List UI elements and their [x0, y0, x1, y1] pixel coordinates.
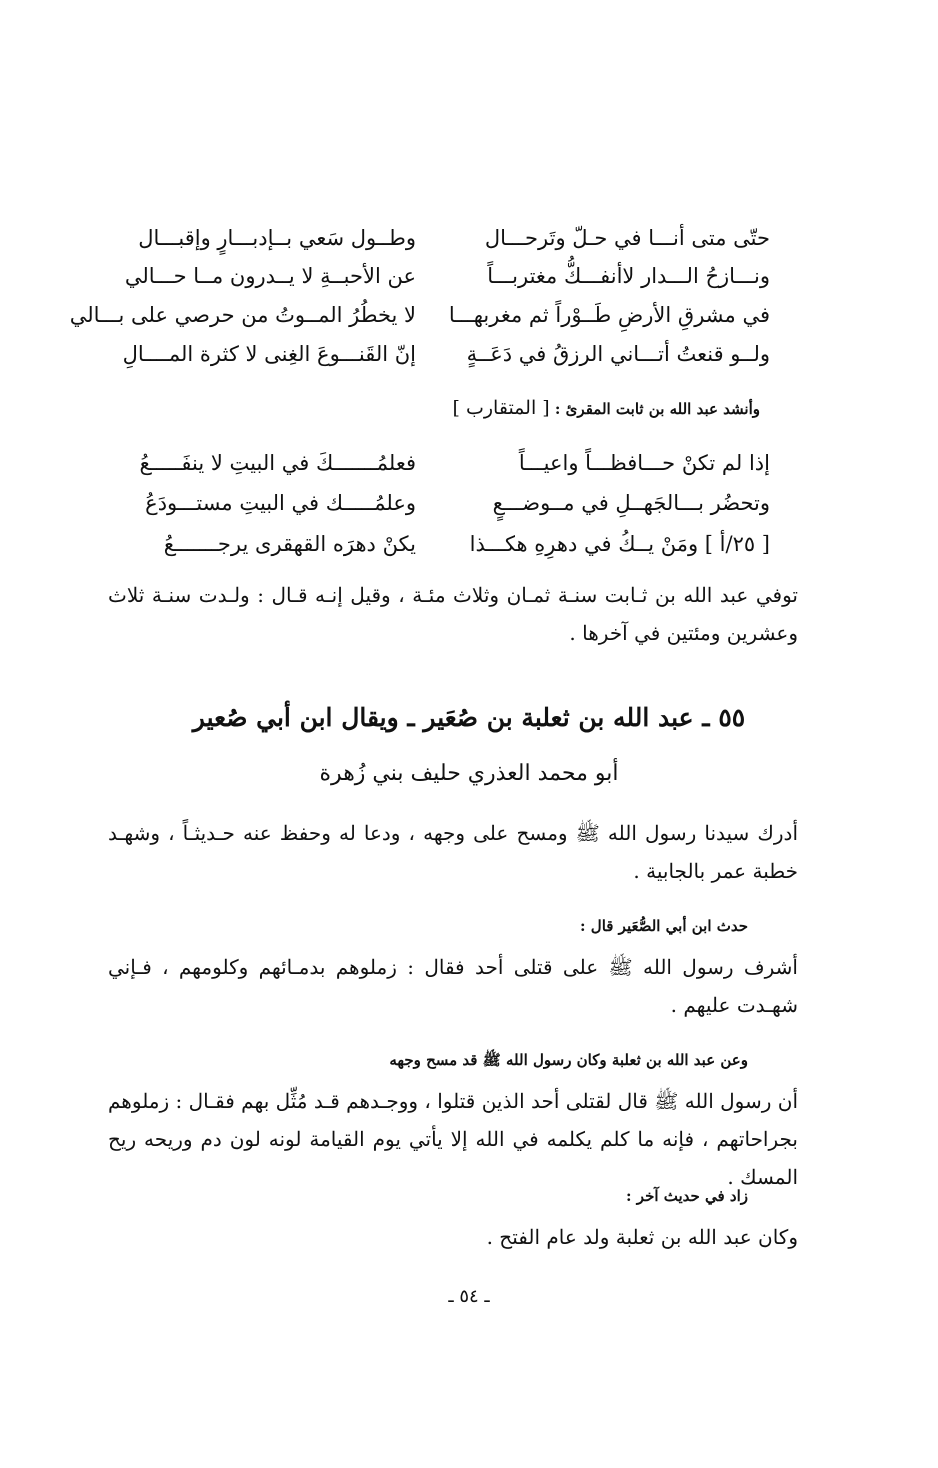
narration-label: وعن عبد الله بن ثعلبة وكان رسول الله ﷺ قد مسح وجهه	[389, 1051, 748, 1069]
verse-first-hemistich: ولــو قنعتُ أتـــاني الرزقُ في دَعَــةٍ	[466, 342, 770, 366]
biography-subheading: أبو محمد العذري حليف بني زُهرة	[319, 761, 619, 786]
narration-paragraph: أن رسول الله ﷺ قال لقتلى أحد الذين قتلوا ، ووجـدهم قـد مُثِّل بهم فقـال : زملوهم بجراحاتهم ، فإنه ما كلم يكلمه في الله إلا يأتي يوم القيامة لونه لون دم وريحه ريح المسك .	[108, 1089, 798, 1189]
verse-second-hemistich: وطــول سَعي بــإدبـــارٍ وإقبـــال	[138, 226, 416, 250]
verse-first-hemistich: وتحضُر بـــالجَهــلِ في مــوضـــعٍ	[492, 491, 770, 515]
verse-line	[110, 483, 770, 523]
biography-paragraph: أدرك سيدنا رسول الله ﷺ ومسح على وجهه ، ودعا له وحفظ عنه حـديثـاً ، وشهـد خطبة عمر بالجابية .	[108, 821, 798, 883]
death-paragraph: توفي عبد الله بن ثـابت سنـة ثمـان وثلاث مئـة ، وقيل إنـه قـال : ولـدت سنـة ثلاث وعشرين ومئتين في آخرها .	[108, 583, 798, 645]
narration-paragraph: أشرف رسول الله ﷺ على قتلى أحد فقال : زملوهم بدمـائهم وكلومهم ، فـإني شهـدت عليهم .	[108, 955, 798, 1017]
verse-second-hemistich: إنّ القَنـــوعَ الغِنى لا كثرة المــــالِ	[122, 342, 416, 366]
verse-line	[110, 524, 770, 564]
verse-line	[110, 218, 770, 258]
verse-line	[110, 334, 770, 374]
verse-second-hemistich: يكنْ دهرَه القهقرى يرجـــــــعُ	[163, 532, 416, 556]
poem-introduction	[120, 396, 760, 421]
verse-second-hemistich: عن الأحبــةِ لا يــدرون مــا حـــالي	[124, 264, 416, 288]
verse-second-hemistich: لا يخطُرُ المــوتُ من حرصي على بـــالي	[69, 303, 416, 327]
page-number: ـ ٥٤ ـ	[448, 1286, 490, 1307]
verse-first-hemistich: [ ٢٥/أ ] ومَنْ يــكُ في دهرِهِ هكـــذا	[469, 532, 770, 556]
verse-line	[110, 256, 770, 296]
biography-heading: ٥٥ ـ عبد الله بن ثعلبة بن صُعَير ـ ويقال ابن أبي صُعير	[192, 703, 746, 732]
closing-paragraph: وكان عبد الله بن ثعلبة ولد عام الفتح .	[486, 1225, 798, 1249]
verse-first-hemistich: إذا لم تكنْ حـــافظـــاً واعيـــاً	[518, 451, 770, 475]
verse-first-hemistich: حتّى متى أنـــا في حـلّ وتَرحـــال	[484, 226, 770, 250]
poem-meter: [ المتقارب ]	[452, 397, 550, 419]
narration-label: حدث ابن أبي الصُّعَير قال :	[580, 917, 748, 935]
verse-second-hemistich: فعلمُـــــــكَ في البيتِ لا ينفَـــــعُ	[139, 451, 416, 475]
narration-label: زاد في حديث آخر :	[626, 1187, 748, 1205]
verse-line	[110, 443, 770, 483]
verse-line	[69, 295, 770, 335]
verse-first-hemistich: في مشرقِ الأرضِ طَــوْراً ثم مغربهـــا	[448, 303, 770, 327]
verse-first-hemistich: ونـــازحُ الـــدار لاأنفـــكُّ مغتربـــاً	[487, 264, 770, 288]
poem-intro-text: وأنشد عبد الله بن ثابت المقرئ :	[554, 400, 760, 418]
verse-second-hemistich: وعلمُـــــك في البيتِ مستـــودَعُ	[145, 491, 416, 515]
